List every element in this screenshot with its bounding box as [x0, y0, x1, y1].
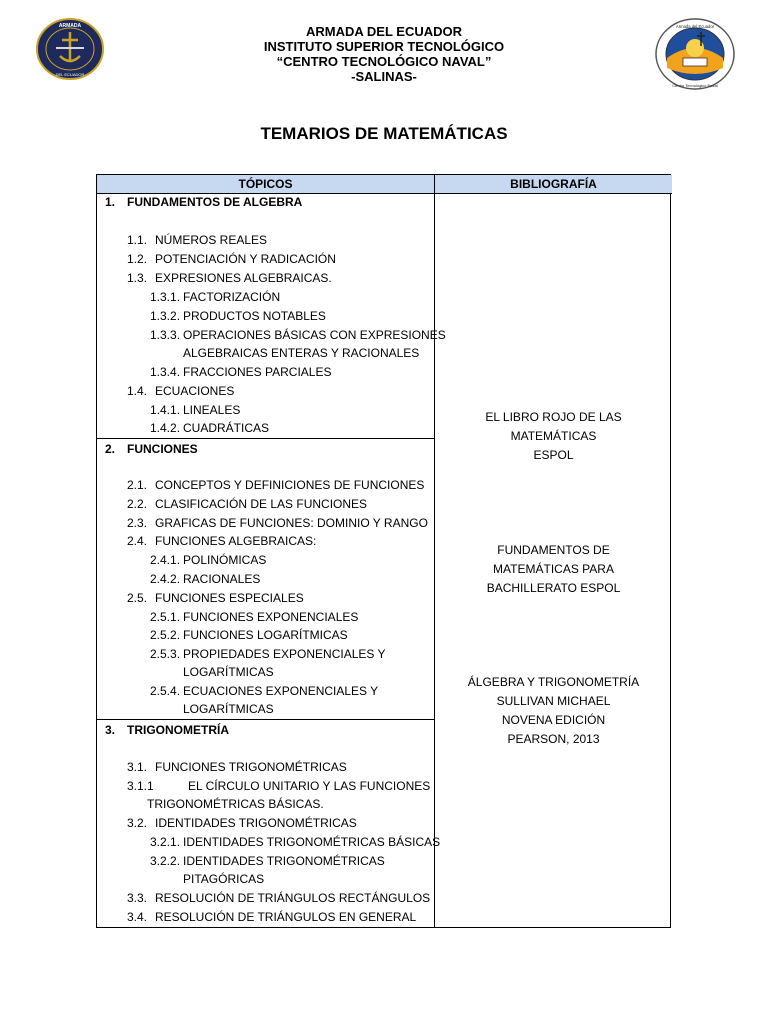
column-header-topics: TÓPICOS	[97, 175, 435, 194]
logo-left-top-text: ARMADA	[58, 23, 82, 29]
topic-text: CONCEPTOS Y DEFINICIONES DE FUNCIONES	[155, 478, 425, 492]
topic-number: 1.3.3.	[150, 328, 181, 342]
bib-line: FUNDAMENTOS DE	[497, 543, 610, 557]
topic-number: 2.2.	[127, 497, 148, 511]
topic-number: 2.	[105, 442, 116, 456]
topic-number: 2.4.1.	[150, 553, 181, 567]
topic-number: 2.4.	[127, 534, 148, 548]
topic-text: TRIGONOMETRÍA	[127, 723, 229, 737]
topic-text: LOGARÍTMICAS	[183, 665, 274, 679]
topic-number: 1.1.	[127, 233, 148, 247]
column-header-bibliography: BIBLIOGRAFÍA	[435, 175, 672, 194]
topic-text: FUNCIONES TRIGONOMÉTRICAS	[155, 760, 347, 774]
bib-line: PEARSON, 2013	[507, 732, 600, 746]
topic-number: 3.2.	[127, 816, 148, 830]
topic-text: ECUACIONES EXPONENCIALES Y	[183, 684, 379, 698]
bib-line: MATEMÁTICAS PARA	[493, 562, 614, 576]
topic-number: 1.4.1.	[150, 403, 181, 417]
topic-text: FRACCIONES PARCIALES	[183, 365, 332, 379]
topic-text: NÚMEROS REALES	[155, 233, 268, 247]
section-divider-2	[97, 719, 435, 720]
topic-number: 1.	[105, 195, 116, 209]
topic-text: PRODUCTOS NOTABLES	[183, 309, 326, 323]
topic-text: OPERACIONES BÁSICAS CON EXPRESIONES	[183, 328, 446, 342]
logo-right-top-text: Armada del Ecuador	[675, 24, 715, 29]
topic-number: 3.1.1	[127, 779, 154, 793]
topic-text: IDENTIDADES TRIGONOMÉTRICAS	[183, 854, 385, 868]
topic-text: PITAGÓRICAS	[183, 872, 265, 886]
topic-text: LOGARÍTMICAS	[183, 702, 274, 716]
bib-line: ÁLGEBRA Y TRIGONOMETRÍA	[467, 675, 640, 689]
logo-left-bottom-text: DEL ECUADOR	[55, 72, 85, 77]
topic-text: IDENTIDADES TRIGONOMÉTRICAS BÁSICAS	[183, 835, 441, 849]
topic-text: POLINÓMICAS	[183, 553, 267, 567]
topic-number: 1.3.1.	[150, 290, 181, 304]
topic-text: ALGEBRAICAS ENTERAS Y RACIONALES	[183, 346, 420, 360]
bib-entry-2	[435, 541, 672, 598]
topic-number: 1.4.	[127, 384, 148, 398]
section-divider-1	[97, 438, 435, 439]
topic-text: RESOLUCIÓN DE TRIÁNGULOS RECTÁNGULOS	[155, 891, 431, 905]
topic-text: LINEALES	[183, 403, 241, 417]
topic-text: FUNCIONES	[127, 442, 198, 456]
topic-text: FUNCIONES LOGARÍTMICAS	[183, 628, 348, 642]
bib-line: BACHILLERATO ESPOL	[486, 581, 621, 595]
topic-text: CLASIFICACIÓN DE LAS FUNCIONES	[155, 497, 368, 511]
topic-number: 3.2.2.	[150, 854, 181, 868]
topic-text: FUNDAMENTOS DE ALGEBRA	[127, 195, 303, 209]
topic-text: FUNCIONES EXPONENCIALES	[183, 610, 359, 624]
header-instituto: INSTITUTO SUPERIOR TECNOLÓGICO	[263, 39, 505, 54]
topic-text: IDENTIDADES TRIGONOMÉTRICAS	[155, 816, 357, 830]
topic-text: EL CÍRCULO UNITARIO Y LAS FUNCIONES	[188, 779, 431, 793]
topic-text: FUNCIONES ALGEBRAICAS:	[155, 534, 317, 548]
topic-number: 2.3.	[127, 516, 148, 530]
topic-text: PROPIEDADES EXPONENCIALES Y	[183, 647, 386, 661]
topic-text: RACIONALES	[183, 572, 261, 586]
topic-text: GRAFICAS DE FUNCIONES: DOMINIO Y RANGO	[155, 516, 428, 530]
topic-text: FACTORIZACIÓN	[183, 290, 281, 304]
bib-entry-1	[435, 408, 672, 465]
bib-line: MATEMÁTICAS	[510, 429, 597, 443]
topic-number: 2.5.	[127, 591, 148, 605]
topic-text: EXPRESIONES ALGEBRAICAS.	[155, 271, 332, 285]
bib-line: ESPOL	[533, 448, 574, 462]
topic-text: CUADRÁTICAS	[183, 421, 270, 435]
topic-number: 3.4.	[127, 910, 148, 924]
topic-number: 2.4.2.	[150, 572, 181, 586]
bib-line: EL LIBRO ROJO DE LAS	[485, 410, 622, 424]
topic-number: 2.5.3.	[150, 647, 181, 661]
topic-number: 1.3.4.	[150, 365, 181, 379]
topic-number: 1.3.2.	[150, 309, 181, 323]
topic-text: FUNCIONES ESPECIALES	[155, 591, 304, 605]
topic-text: POTENCIACIÓN Y RADICACIÓN	[155, 252, 336, 266]
bib-entry-3	[435, 673, 672, 749]
topic-number: 1.3.	[127, 271, 148, 285]
topic-text: TRIGONOMÉTRICAS BÁSICAS.	[147, 797, 324, 811]
topic-number: 2.1.	[127, 478, 148, 492]
bib-line: SULLIVAN MICHAEL	[496, 694, 611, 708]
topic-number: 2.5.4.	[150, 684, 181, 698]
topic-number: 3.2.1.	[150, 835, 181, 849]
header-centro: “CENTRO TECNOLÓGICO NAVAL”	[276, 54, 492, 69]
bib-line: NOVENA EDICIÓN	[501, 713, 606, 727]
topic-number: 3.3.	[127, 891, 148, 905]
header-salinas: -SALINAS-	[351, 69, 417, 84]
topic-text: ECUACIONES	[155, 384, 235, 398]
topic-text: RESOLUCIÓN DE TRIÁNGULOS EN GENERAL	[155, 910, 417, 924]
topic-number: 3.	[105, 723, 116, 737]
logo-right-bottom-text: Centro Tecnológico Naval	[672, 83, 718, 88]
page-title: TEMARIOS DE MATEMÁTICAS	[260, 124, 508, 143]
topic-number: 1.4.2.	[150, 421, 181, 435]
topic-number: 3.1.	[127, 760, 148, 774]
header-armada: ARMADA DEL ECUADOR	[306, 24, 462, 39]
topic-number: 2.5.2.	[150, 628, 181, 642]
topic-number: 2.5.1.	[150, 610, 181, 624]
topics-table	[96, 174, 671, 928]
topic-number: 1.2.	[127, 252, 148, 266]
